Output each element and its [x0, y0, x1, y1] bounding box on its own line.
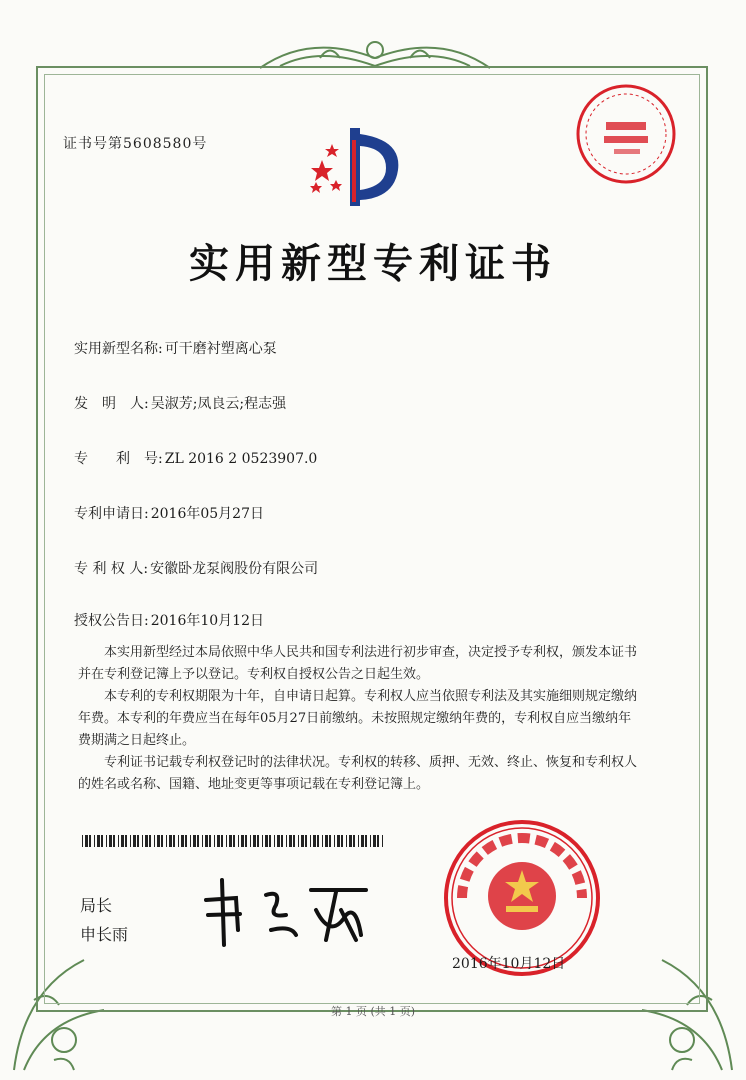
certificate-title: 实用新型专利证书 — [189, 241, 557, 287]
filing-date-field — [74, 503, 264, 523]
signatory-title: 局长 — [80, 896, 113, 915]
announcement-date-label: 授权公告日: — [74, 613, 149, 629]
paragraph-term: 本专利的专利权期限为十年，自申请日起算。专利权人应当依照专利法及其实施细则规定缴纳年费。本专利的年费应当在每年05月27日前缴纳。未按照规定缴纳年费的，专利权自应当缴纳年费期满之日起终止。 — [78, 689, 638, 748]
utility-model-name-field — [74, 338, 277, 358]
certificate-number: 证书号第5608580号 — [63, 136, 208, 152]
issue-date: 2016年10月12日 — [452, 956, 566, 972]
patent-number-label: 专 利 号: — [74, 451, 163, 467]
announcement-date-field — [74, 610, 264, 630]
signatory-name: 申长雨 — [80, 925, 129, 944]
filing-date-value: 2016年05月27日 — [150, 506, 264, 522]
agency-seal-icon — [574, 82, 678, 186]
patentee-field — [74, 558, 318, 578]
barcode-icon — [82, 835, 386, 847]
patent-number-value: ZL 2016 2 0523907.0 — [164, 451, 318, 467]
filing-date-label: 专利申请日: — [74, 506, 149, 522]
inventor-field — [74, 393, 286, 413]
utility-model-name-value: 可干磨衬塑离心泵 — [164, 341, 277, 357]
paragraph-grant: 本实用新型经过本局依照中华人民共和国专利法进行初步审查，决定授予专利权，颁发本证书并在专利登记簿上予以登记。专利权自授权公告之日起生效。 — [78, 645, 638, 682]
inventor-label: 发 明 人: — [74, 396, 149, 412]
sipo-emblem-icon — [302, 120, 422, 210]
handwritten-signature-icon — [196, 870, 376, 950]
announcement-date-value: 2016年10月12日 — [150, 613, 264, 629]
utility-model-name-label: 实用新型名称: — [74, 341, 163, 357]
paragraph-legal-status: 专利证书记载专利权登记时的法律状况。专利权的转移、质押、无效、终止、恢复和专利权人的姓名或名称、国籍、地址变更等事项记载在专利登记簿上。 — [78, 755, 638, 792]
inventor-value: 吴淑芳;凤良云;程志强 — [150, 396, 287, 412]
patentee-value: 安徽卧龙泵阀股份有限公司 — [150, 561, 319, 577]
page-number: 第 1 页 (共 1 页) — [330, 1005, 416, 1018]
certificate-body-text — [78, 642, 638, 796]
patent-number-field — [74, 448, 317, 468]
patentee-label: 专 利 权 人: — [74, 561, 149, 577]
